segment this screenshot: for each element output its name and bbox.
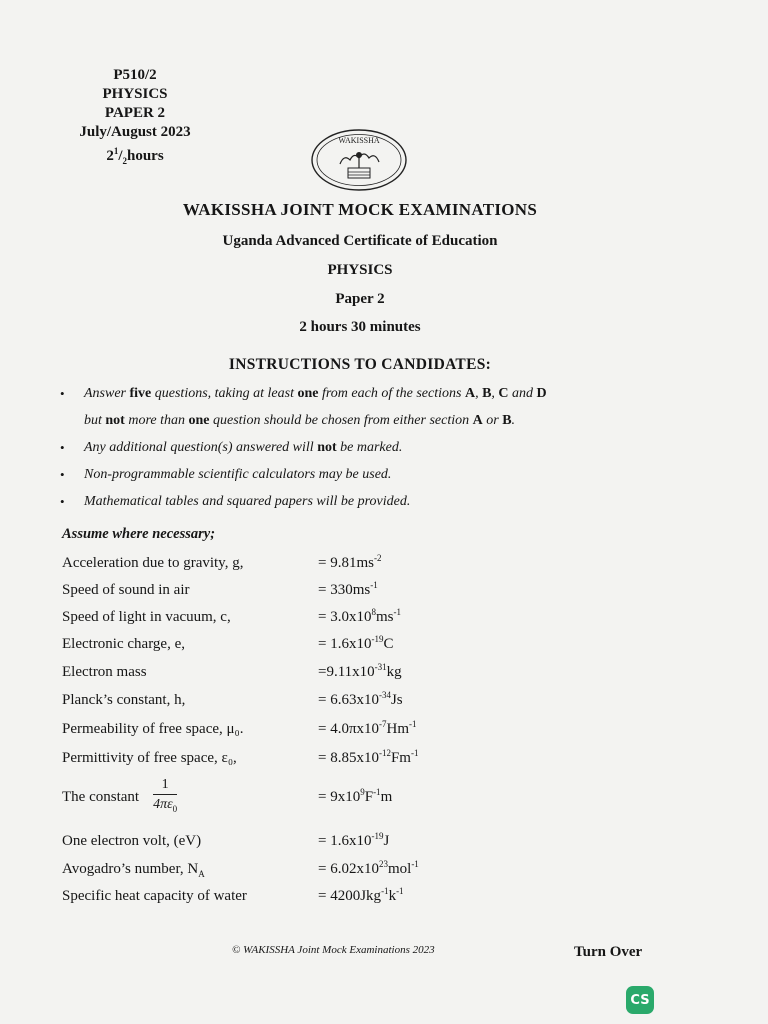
constant-row: Permeability of free space, μ₀. = $4.0\pi x10^{-7}Hm^{-1}$: [62, 719, 417, 737]
exam-title: WAKISSHA JOINT MOCK EXAMINATIONS: [182, 200, 538, 219]
constant-row: The constant $\frac{1}{4\pi\varepsilon_0}$ = $9x10^9F^{-1}m$: [62, 772, 542, 822]
paper-header: [60, 66, 210, 171]
instructions-list: [58, 380, 658, 515]
paper-code: P510/2: [113, 67, 157, 83]
duration-label: $2^1/_2hours$: [106, 146, 164, 166]
duration-title: 2 hours 30 minutes: [299, 319, 421, 335]
subject-label: PHYSICS: [102, 86, 168, 102]
assume-heading: Assume where necessary;: [62, 526, 216, 542]
fraction: $\frac{1}{4\pi\varepsilon_0}$: [153, 777, 178, 814]
constant-row: Electronic charge, e, = $1.6x10^{-19}C$: [62, 634, 394, 652]
paper-title: Paper 2: [335, 291, 385, 307]
constant-row: Speed of sound in air = $330ms^{-1}$: [62, 580, 378, 598]
wakissha-logo: [310, 128, 408, 192]
constant-row: Acceleration due to gravity, g, = $9.81ms^{-2}$: [62, 553, 382, 571]
constant-row: One electron volt, (eV) = $1.6x10^{-19}J$: [62, 831, 390, 849]
paper-number: PAPER 2: [104, 105, 166, 121]
camscanner-badge-icon: CS: [626, 986, 654, 1014]
bullet-icon: •: [60, 386, 65, 401]
bullet-icon: •: [60, 440, 65, 455]
instructions-heading: INSTRUCTIONS TO CANDIDATES:: [228, 356, 492, 373]
constant-row: Specific heat capacity of water = $4200Jkg^{-1}k^{-1}$: [62, 886, 404, 904]
instruction-item: • Any additional question(s) answered will not be marked.: [58, 434, 658, 461]
constant-row: Speed of light in vacuum, c, = $3.0x10^8ms^{-1}$: [62, 607, 401, 625]
logo-text: WAKISSHA: [338, 136, 380, 145]
subject-title: PHYSICS: [327, 262, 393, 278]
instruction-item: • Mathematical tables and squared papers will be provided.: [58, 488, 658, 515]
instruction-item: • Answer five questions, taking at least one from each of the sections A, B, C and D but not more than one question should be chosen from either section A or B.: [58, 380, 658, 434]
turn-over-label: Turn Over: [574, 944, 643, 960]
bullet-icon: •: [60, 494, 65, 509]
exam-session: July/August 2023: [79, 124, 191, 140]
instruction-item: • Non-programmable scientific calculators may be used.: [58, 461, 658, 488]
bullet-icon: •: [60, 467, 65, 482]
constant-row: Electron mass $=9.11x10^{-31}kg$: [62, 662, 402, 680]
constant-row: Avogadro’s number, $N_A$ = $6.02x10^{23}mol^{-1}$: [62, 859, 419, 879]
copyright-footer: © WAKISSHA Joint Mock Examinations 2023: [232, 944, 435, 956]
constant-row: Permittivity of free space, ε₀, = $8.85x10^{-12}Fm^{-1}$: [62, 748, 419, 766]
certificate-title: Uganda Advanced Certificate of Education: [222, 233, 498, 249]
constant-row: Planck’s constant, h, = $6.63x10^{-34}Js$: [62, 690, 403, 708]
